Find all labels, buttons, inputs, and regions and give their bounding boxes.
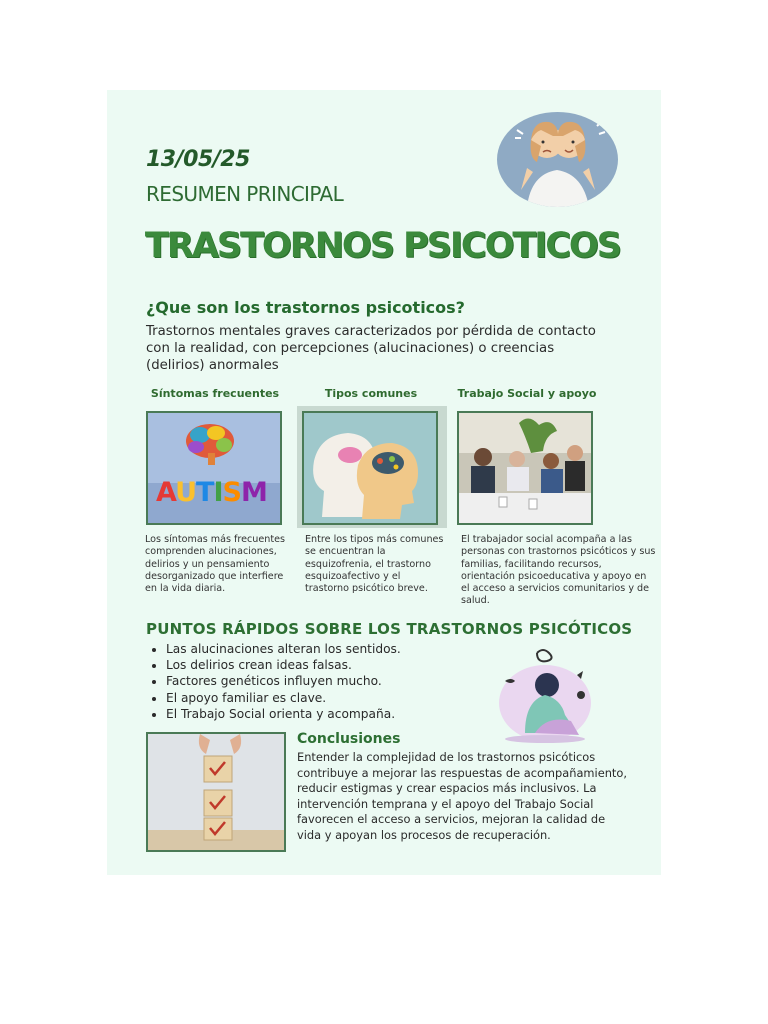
- social-work-image: [457, 411, 593, 525]
- column-heading-symptoms: Síntomas frecuentes: [150, 387, 280, 400]
- conclusions-text: Entender la complejidad de los trastornos psicóticos contribuye a mejorar las respuestas de acompañamiento, reducir estigmas y crear espacios más inclusivos. La intervención temprana y el apoyo del Trabajo Social favorecen el acceso a servicios, mejoran la calidad de vida y apoyan los procesos de recuperación.: [297, 750, 627, 842]
- quick-points-list: [146, 641, 486, 722]
- list-item: • Las alucinaciones alteran los sentidos.: [166, 641, 486, 657]
- quick-points-title: PUNTOS RÁPIDOS SOBRE LOS TRASTORNOS PSICÓTICOS: [146, 620, 633, 638]
- split-personality-illustration: [497, 112, 618, 207]
- conclusions-title: Conclusiones: [297, 731, 401, 747]
- column-heading-types: Tipos comunes: [324, 387, 418, 400]
- intro-question: ¿Que son los trastornos psicoticos?: [146, 298, 465, 317]
- list-item: • Factores genéticos influyen mucho.: [166, 673, 486, 689]
- date: 13/05/25: [146, 147, 250, 172]
- types-image: [302, 411, 438, 525]
- social-work-text: El trabajador social acompaña a las personas con trastornos psicóticos y sus familias, facilitando recursos, orientación psicoeducativa y apoyo en el acceso a servicios comunitarios y de salud.: [461, 534, 656, 607]
- page-title: TRASTORNOS PSICOTICOS: [145, 226, 621, 266]
- list-item: • El apoyo familiar es clave.: [166, 690, 486, 706]
- column-heading-social-work: Trabajo Social y apoyo: [457, 387, 597, 400]
- distressed-person-illustration: [495, 645, 595, 745]
- document-page: [107, 90, 661, 875]
- symptoms-image: [146, 411, 282, 525]
- list-item: • Los delirios crean ideas falsas.: [166, 657, 486, 673]
- intro-text: Trastornos mentales graves caracterizados por pérdida de contacto con la realidad, con percepciones (alucinaciones) o creencias (delirios) anormales: [146, 324, 596, 373]
- symptoms-text: Los síntomas más frecuentes comprenden alucinaciones, delirios y un pensamiento desorganizado que interfiere en la vida diaria.: [145, 534, 286, 595]
- checklist-image: [146, 732, 286, 852]
- list-item: • El Trabajo Social orienta y acompaña.: [166, 706, 486, 722]
- types-text: Entre los tipos más comunes se encuentran la esquizofrenia, el trastorno esquizoafectivo y el trastorno psicótico breve.: [305, 534, 444, 595]
- autism-blocks: AUTISM: [156, 477, 267, 508]
- subtitle: RESUMEN PRINCIPAL: [146, 182, 344, 206]
